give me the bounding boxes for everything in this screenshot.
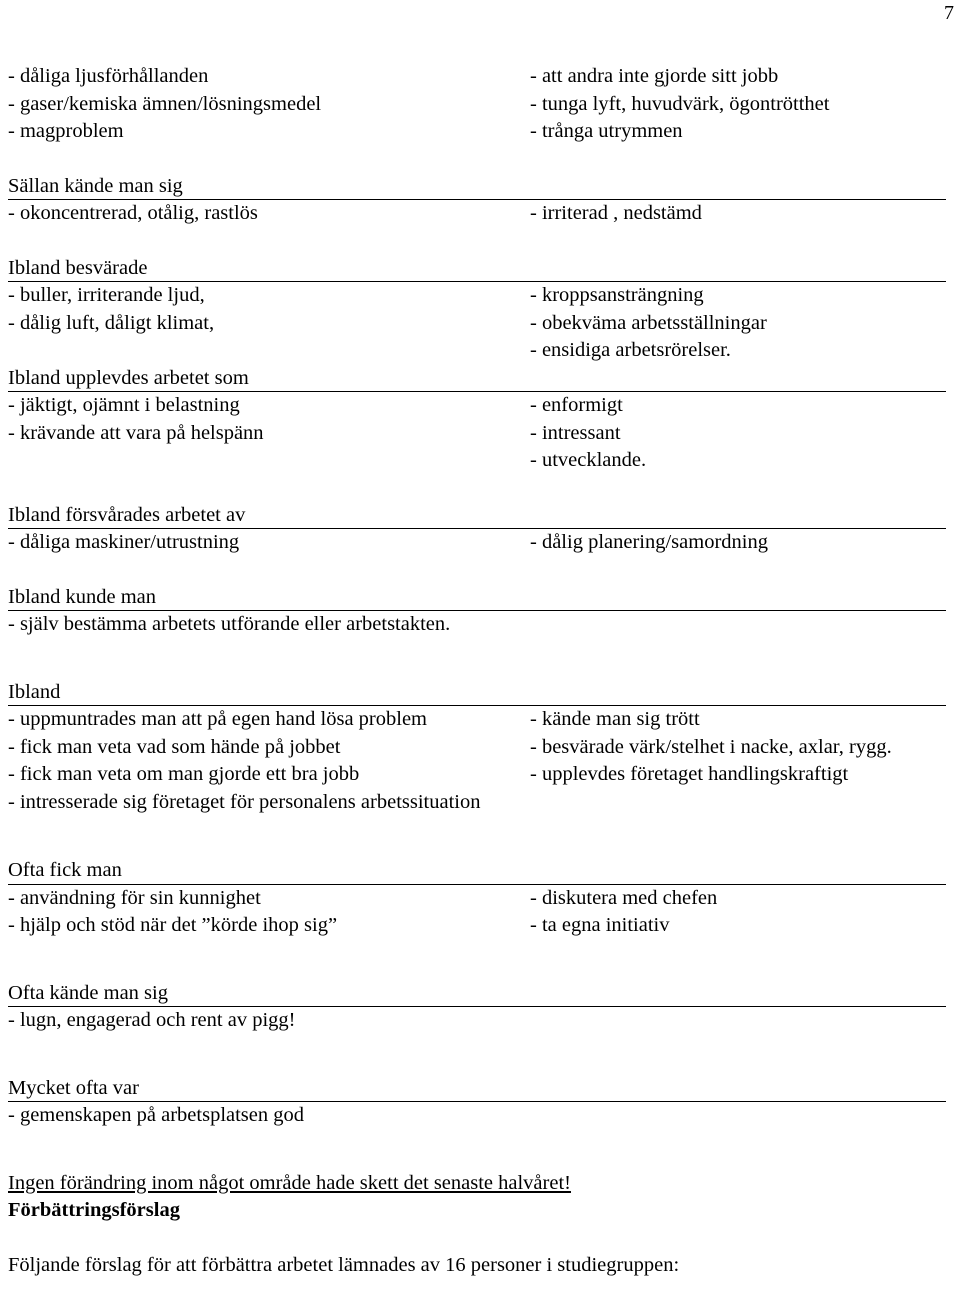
list-row bbox=[8, 1102, 946, 1130]
list-item-right: - ensidiga arbetsrörelser. bbox=[530, 339, 731, 361]
list-item-left: - fick man veta vad som hände på jobbet bbox=[8, 735, 341, 758]
list-row bbox=[8, 912, 946, 940]
list-row bbox=[8, 734, 946, 762]
list-item-left: - dålig luft, dåligt klimat, bbox=[8, 311, 215, 334]
list-row bbox=[8, 310, 946, 338]
section-heading: Ibland försvårades arbetet av bbox=[8, 502, 946, 530]
list-item-left: - dåliga maskiner/utrustning bbox=[8, 531, 240, 553]
list-item-left: - fick man veta om man gjorde ett bra jobb bbox=[8, 763, 360, 785]
section-heading: Ibland besvärade bbox=[8, 255, 946, 283]
list-item-left: - hjälp och stöd när det ”körde ihop sig” bbox=[8, 914, 338, 936]
list-item-right: - kroppsansträngning bbox=[530, 284, 704, 306]
list-row bbox=[8, 611, 946, 639]
list-row bbox=[8, 337, 946, 365]
list-item: - lugn, engagerad och rent av pigg! bbox=[8, 1009, 296, 1031]
list-item-right: - trånga utrymmen bbox=[530, 120, 683, 142]
list-row bbox=[8, 706, 946, 734]
list-row bbox=[8, 91, 946, 119]
section-heading: Ibland kunde man bbox=[8, 584, 946, 612]
proposals-heading: Förbättringsförslag bbox=[8, 1199, 180, 1221]
section-heading: Ofta fick man bbox=[8, 857, 946, 885]
list-item-right: - utvecklande. bbox=[530, 449, 647, 471]
list-row bbox=[8, 392, 946, 420]
list-item-left: - gaser/kemiska ämnen/lösningsmedel bbox=[8, 92, 322, 115]
list-row bbox=[8, 885, 946, 913]
list-item-right: - diskutera med chefen bbox=[530, 886, 718, 909]
list-item-left: - krävande att vara på helspänn bbox=[8, 421, 264, 444]
list-row bbox=[8, 789, 946, 817]
section-heading: Sällan kände man sig bbox=[8, 173, 946, 201]
list-item-right: - obekväma arbetsställningar bbox=[530, 311, 767, 334]
list-item-right: - kände man sig trött bbox=[530, 708, 700, 730]
proposals-intro-row bbox=[8, 1252, 946, 1280]
list-row bbox=[8, 761, 946, 789]
list-item-left: - uppmuntrades man att på egen hand lösa problem bbox=[8, 708, 427, 730]
document-body bbox=[8, 63, 946, 1279]
list-row bbox=[8, 63, 946, 91]
list-row bbox=[8, 282, 946, 310]
list-item-right: - irriterad , nedstämd bbox=[530, 202, 702, 224]
list-row bbox=[8, 1007, 946, 1035]
list-row bbox=[8, 118, 946, 146]
section-heading: Ofta kände man sig bbox=[8, 980, 946, 1008]
list-item-right: - dålig planering/samordning bbox=[530, 531, 768, 553]
list-item-right: - enformigt bbox=[530, 394, 623, 416]
list-row bbox=[8, 529, 946, 557]
no-change-note: Ingen förändring inom något område hade skett det senaste halvåret! bbox=[8, 1171, 571, 1194]
section-heading: Mycket ofta var bbox=[8, 1075, 946, 1103]
list-item-right: - tunga lyft, huvudvärk, ögontrötthet bbox=[530, 92, 830, 115]
list-item-right: - ta egna initiativ bbox=[530, 914, 670, 936]
proposals-intro: Följande förslag för att förbättra arbetet lämnades av 16 personer i studiegruppen: bbox=[8, 1253, 680, 1276]
list-item: - själv bestämma arbetets utförande eller arbetstakten. bbox=[8, 613, 451, 635]
list-item-left: - jäktigt, ojämnt i belastning bbox=[8, 394, 240, 416]
section-heading: Ibland upplevdes arbetet som bbox=[8, 365, 946, 393]
list-item-right: - att andra inte gjorde sitt jobb bbox=[530, 65, 779, 87]
list-item-left: - magproblem bbox=[8, 120, 124, 142]
list-item-right: - intressant bbox=[530, 421, 621, 444]
list-item: - intresserade sig företaget för personalens arbetssituation bbox=[8, 790, 481, 813]
list-row bbox=[8, 200, 946, 228]
list-item-right: - besvärade värk/stelhet i nacke, axlar, rygg. bbox=[530, 735, 892, 758]
list-item: - gemenskapen på arbetsplatsen god bbox=[8, 1104, 305, 1126]
list-row bbox=[8, 447, 946, 475]
page-number: 7 bbox=[944, 2, 954, 24]
list-item-right: - upplevdes företaget handlingskraftigt bbox=[530, 763, 849, 785]
list-item-left: - buller, irriterande ljud, bbox=[8, 284, 205, 306]
list-item-left: - användning för sin kunnighet bbox=[8, 886, 261, 909]
list-item-left: - dåliga ljusförhållanden bbox=[8, 65, 209, 87]
list-row bbox=[8, 420, 946, 448]
section-heading: Ibland bbox=[8, 679, 946, 707]
list-item-left: - okoncentrerad, otålig, rastlös bbox=[8, 202, 258, 224]
